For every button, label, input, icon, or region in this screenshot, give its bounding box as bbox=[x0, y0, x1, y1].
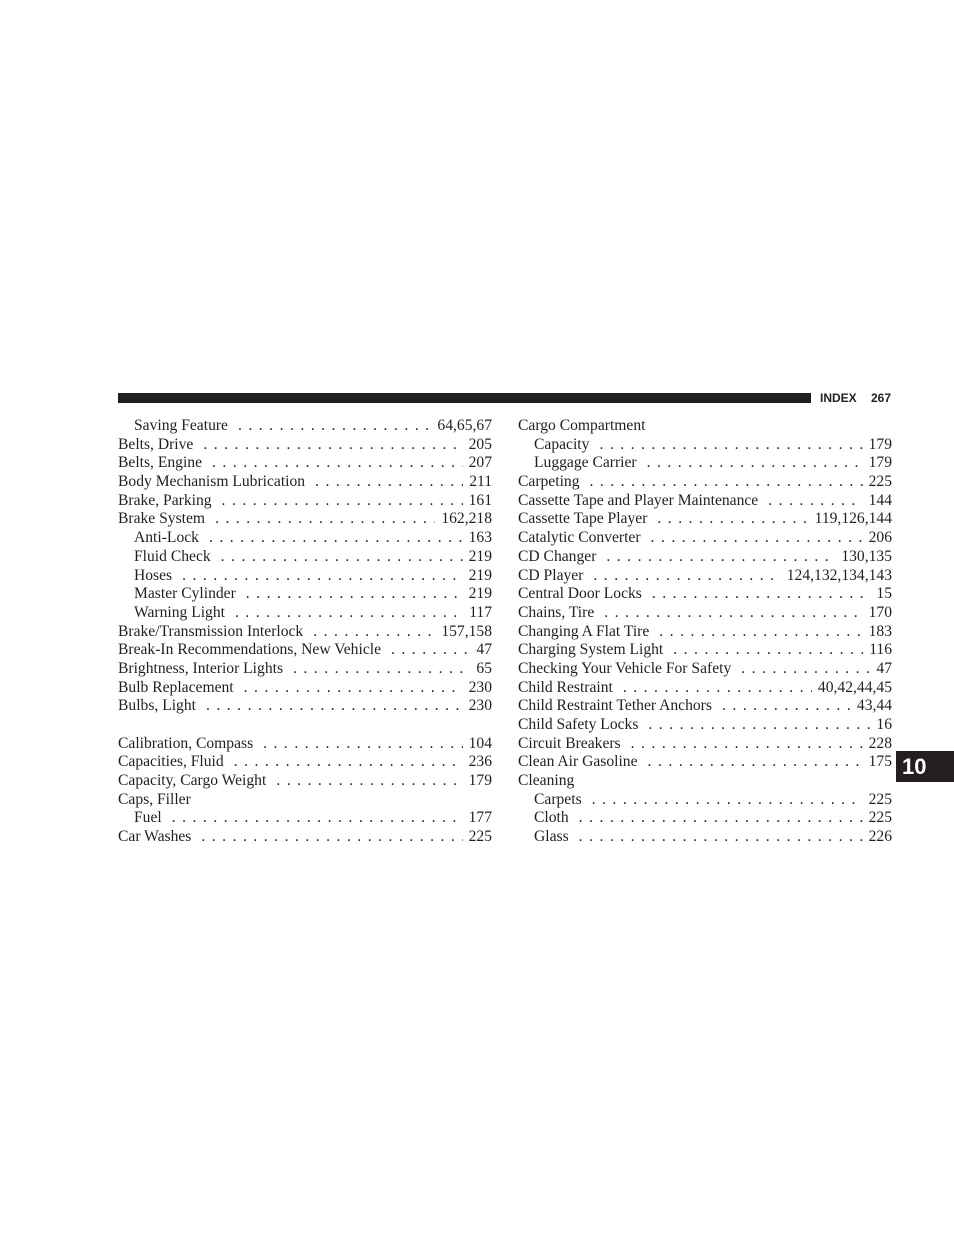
dot-leader bbox=[659, 623, 862, 642]
index-entry bbox=[518, 510, 892, 529]
entry-pages: 130,135 bbox=[841, 547, 892, 565]
entry-term: Circuit Breakers bbox=[518, 734, 621, 752]
index-entry bbox=[118, 772, 492, 791]
index-entry bbox=[118, 641, 492, 660]
dot-leader bbox=[741, 660, 870, 679]
entry-term: Changing A Flat Tire bbox=[518, 622, 650, 640]
entry-term: Caps, Filler bbox=[118, 790, 191, 808]
index-entry bbox=[118, 454, 492, 473]
entry-term: Carpeting bbox=[518, 473, 580, 491]
index-entry bbox=[118, 697, 492, 716]
entry-pages: 230 bbox=[468, 697, 492, 715]
entry-term: Clean Air Gasoline bbox=[518, 753, 638, 771]
entry-term: Car Washes bbox=[118, 828, 192, 846]
entry-term: Catalytic Converter bbox=[518, 529, 641, 547]
index-entry bbox=[118, 679, 492, 698]
index-entry bbox=[518, 697, 892, 716]
entry-pages: 117 bbox=[469, 603, 492, 621]
entry-term: Carpets bbox=[534, 790, 582, 808]
dot-leader bbox=[221, 548, 463, 567]
dot-leader bbox=[244, 679, 463, 698]
entry-term: Chains, Tire bbox=[518, 603, 595, 621]
index-entry bbox=[118, 623, 492, 642]
entry-pages: 157,158 bbox=[441, 622, 492, 640]
index-subentry bbox=[518, 454, 892, 473]
dot-leader bbox=[391, 641, 470, 660]
entry-term: CD Changer bbox=[518, 547, 597, 565]
index-column-left bbox=[118, 417, 492, 847]
header-rule bbox=[118, 393, 811, 403]
entry-pages: 104 bbox=[468, 734, 492, 752]
entry-pages: 236 bbox=[468, 753, 492, 771]
dot-leader bbox=[315, 473, 463, 492]
index-subentry bbox=[518, 828, 892, 847]
index-entry bbox=[518, 529, 892, 548]
entry-term: Capacity, Cargo Weight bbox=[118, 772, 267, 790]
dot-leader bbox=[652, 585, 871, 604]
entry-term: Belts, Drive bbox=[118, 435, 194, 453]
entry-term: Break-In Recommendations, New Vehicle bbox=[118, 641, 381, 659]
index-entry bbox=[518, 753, 892, 772]
entry-pages: 144 bbox=[868, 491, 892, 509]
entry-term: Bulbs, Light bbox=[118, 697, 196, 715]
entry-gap bbox=[118, 716, 492, 735]
dot-leader bbox=[201, 828, 462, 847]
dot-leader bbox=[579, 828, 863, 847]
entry-term: Cloth bbox=[534, 809, 569, 827]
dot-leader bbox=[623, 679, 812, 698]
entry-pages: 179 bbox=[468, 772, 492, 790]
dot-leader bbox=[606, 548, 835, 567]
entry-term: Luggage Carrier bbox=[534, 454, 637, 472]
entry-term: Fuel bbox=[134, 809, 162, 827]
entry-term: Bulb Replacement bbox=[118, 678, 234, 696]
dot-leader bbox=[647, 454, 863, 473]
dot-leader bbox=[203, 436, 462, 455]
entry-pages: 219 bbox=[468, 566, 492, 584]
entry-pages: 40,42,44,45 bbox=[817, 678, 892, 696]
entry-pages: 219 bbox=[468, 585, 492, 603]
entry-pages: 219 bbox=[468, 547, 492, 565]
entry-pages: 207 bbox=[468, 454, 492, 472]
index-entry bbox=[518, 641, 892, 660]
entry-pages: 225 bbox=[868, 790, 892, 808]
page-number: 267 bbox=[871, 391, 892, 405]
dot-leader bbox=[722, 697, 851, 716]
entry-pages: 161 bbox=[468, 491, 492, 509]
dot-leader bbox=[238, 417, 431, 436]
index-entry bbox=[118, 735, 492, 754]
index-entry bbox=[118, 828, 492, 847]
entry-term: CD Player bbox=[518, 566, 584, 584]
entry-term: Child Safety Locks bbox=[518, 716, 639, 733]
index-subentry bbox=[118, 529, 492, 548]
entry-term: Charging System Light bbox=[518, 641, 664, 659]
index-column-right bbox=[518, 417, 892, 847]
entry-term: Capacities, Fluid bbox=[118, 753, 224, 771]
entry-pages: 170 bbox=[868, 603, 892, 621]
index-entry bbox=[118, 791, 492, 810]
entry-term: Brake System bbox=[118, 510, 206, 528]
index-entry bbox=[518, 604, 892, 623]
entry-pages: 225 bbox=[868, 473, 892, 491]
entry-pages: 163 bbox=[468, 529, 492, 547]
entry-term: Brake, Parking bbox=[118, 491, 212, 509]
dot-leader bbox=[604, 604, 862, 623]
entry-pages: 205 bbox=[468, 435, 492, 453]
entry-pages: 211 bbox=[469, 473, 492, 491]
index-entry bbox=[518, 567, 892, 586]
index-entry bbox=[518, 716, 892, 735]
dot-leader bbox=[593, 567, 780, 586]
dot-leader bbox=[276, 772, 462, 791]
dot-leader bbox=[768, 492, 862, 511]
index-entry bbox=[518, 735, 892, 754]
index-entry bbox=[118, 473, 492, 492]
index-entry bbox=[518, 660, 892, 679]
entry-term: Anti-Lock bbox=[134, 529, 199, 547]
index-subentry bbox=[518, 791, 892, 810]
entry-pages: 225 bbox=[468, 828, 492, 846]
index-subentry bbox=[518, 809, 892, 828]
index-subentry bbox=[118, 585, 492, 604]
entry-term: Child Restraint Tether Anchors bbox=[518, 697, 712, 715]
index-entry bbox=[118, 436, 492, 455]
index-subentry bbox=[518, 436, 892, 455]
entry-pages: 47 bbox=[476, 641, 492, 659]
dot-leader bbox=[222, 492, 463, 511]
entry-pages: 119,126,144 bbox=[814, 510, 892, 528]
entry-pages: 47 bbox=[876, 659, 892, 677]
entry-term: Cleaning bbox=[518, 772, 575, 790]
index-entry bbox=[118, 753, 492, 772]
dot-leader bbox=[293, 660, 470, 679]
entry-pages: 175 bbox=[868, 753, 892, 771]
entry-term: Body Mechanism Lubrication bbox=[118, 473, 306, 491]
entry-pages: 43,44 bbox=[856, 697, 892, 715]
index-subentry bbox=[118, 417, 492, 436]
dot-leader bbox=[215, 510, 435, 529]
entry-term: Calibration, Compass bbox=[118, 734, 254, 752]
index-entry bbox=[518, 772, 892, 791]
dot-leader bbox=[651, 529, 863, 548]
entry-term: Warning Light bbox=[134, 603, 225, 621]
entry-term: Cargo Compartment bbox=[518, 417, 646, 434]
index-entry bbox=[518, 585, 892, 604]
index-entry bbox=[118, 660, 492, 679]
dot-leader bbox=[182, 567, 462, 586]
entry-term: Brightness, Interior Lights bbox=[118, 659, 284, 677]
dot-leader bbox=[657, 510, 808, 529]
dot-leader bbox=[246, 585, 463, 604]
entry-term: Fluid Check bbox=[134, 547, 211, 565]
entry-term: Glass bbox=[534, 828, 569, 846]
entry-term: Checking Your Vehicle For Safety bbox=[518, 659, 732, 677]
entry-pages: 177 bbox=[468, 809, 492, 827]
dot-leader bbox=[648, 716, 870, 735]
dot-leader bbox=[648, 753, 863, 772]
dot-leader bbox=[209, 529, 463, 548]
entry-term: Central Door Locks bbox=[518, 585, 642, 603]
entry-pages: 183 bbox=[868, 622, 892, 640]
index-entry bbox=[118, 510, 492, 529]
entry-pages: 228 bbox=[868, 734, 892, 752]
dot-leader bbox=[592, 791, 863, 810]
dot-leader bbox=[212, 454, 463, 473]
entry-pages: 225 bbox=[868, 809, 892, 827]
dot-leader bbox=[631, 735, 863, 754]
entry-term: Brake/Transmission Interlock bbox=[118, 622, 304, 640]
entry-pages: 65 bbox=[476, 659, 492, 677]
dot-leader bbox=[172, 809, 463, 828]
dot-leader bbox=[263, 735, 462, 754]
index-entry bbox=[518, 679, 892, 698]
entry-pages: 16 bbox=[876, 716, 892, 733]
entry-term: Master Cylinder bbox=[134, 585, 236, 603]
dot-leader bbox=[590, 473, 863, 492]
index-subentry bbox=[118, 809, 492, 828]
entry-pages: 15 bbox=[876, 585, 892, 603]
entry-term: Saving Feature bbox=[134, 417, 228, 434]
entry-term: Capacity bbox=[534, 435, 590, 453]
index-entry bbox=[518, 473, 892, 492]
entry-term: Belts, Engine bbox=[118, 454, 203, 472]
index-subentry bbox=[118, 548, 492, 567]
dot-leader bbox=[234, 753, 463, 772]
entry-term: Hoses bbox=[134, 566, 173, 584]
entry-pages: 179 bbox=[868, 454, 892, 472]
index-entry bbox=[518, 417, 892, 436]
entry-pages: 124,132,134,143 bbox=[786, 566, 892, 584]
dot-leader bbox=[579, 809, 863, 828]
entry-pages: 179 bbox=[868, 435, 892, 453]
index-entry bbox=[518, 623, 892, 642]
entry-term: Child Restraint bbox=[518, 678, 613, 696]
dot-leader bbox=[673, 641, 863, 660]
dot-leader bbox=[235, 604, 463, 623]
dot-leader bbox=[206, 697, 463, 716]
index-entry bbox=[118, 492, 492, 511]
dot-leader bbox=[313, 623, 435, 642]
chapter-tab: 10 bbox=[896, 751, 954, 782]
index-entry bbox=[518, 548, 892, 567]
entry-pages: 116 bbox=[869, 641, 892, 659]
index-entry bbox=[518, 492, 892, 511]
entry-pages: 64,65,67 bbox=[437, 417, 492, 434]
dot-leader bbox=[599, 436, 862, 455]
entry-term: Cassette Tape and Player Maintenance bbox=[518, 491, 759, 509]
entry-pages: 226 bbox=[868, 828, 892, 846]
section-title: INDEX bbox=[820, 391, 857, 405]
entry-term: Cassette Tape Player bbox=[518, 510, 648, 528]
entry-pages: 162,218 bbox=[441, 510, 492, 528]
entry-pages: 206 bbox=[868, 529, 892, 547]
entry-pages: 230 bbox=[468, 678, 492, 696]
index-subentry bbox=[118, 567, 492, 586]
index-subentry bbox=[118, 604, 492, 623]
